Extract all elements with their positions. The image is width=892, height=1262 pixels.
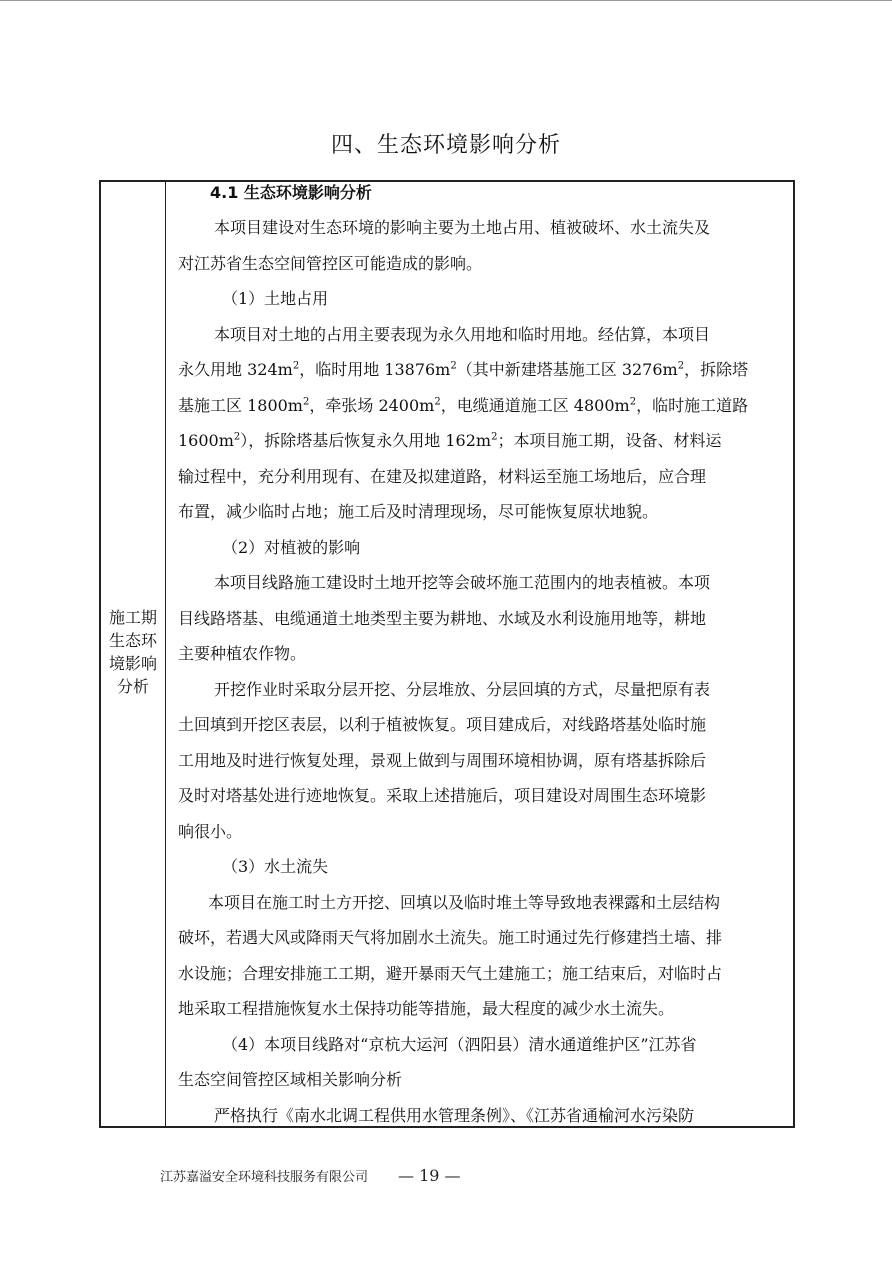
text-line: 本项目线路施工建设时土地开挖等会破坏施工范围内的地表植被。本项: [214, 573, 711, 592]
row-label-line: 生态环: [108, 631, 157, 650]
text-line: 破坏，若遇大风或降雨天气将加剧水土流失。施工时通过先行修建挡土墙、排: [178, 928, 723, 947]
page-title: 四、生态环境影响分析: [330, 133, 561, 158]
subsection-title-vegetation: （2）对植被的影响: [222, 537, 361, 557]
content-cell: [178, 182, 778, 1133]
row-label-line: 分析: [116, 677, 149, 696]
subsection-title-canal: [178, 1027, 778, 1098]
text-line: 永久用地 $324m^2$，临时用地 $13876m^2$（其中新建塔基施工区 $3276m^2$，拆除塔: [178, 360, 749, 379]
subsection-title-soil-erosion: （3）水土流失: [222, 857, 329, 876]
text-line: 及时对塔基处进行迹地恢复。采取上述措施后，项目建设对周围生态环境影: [178, 786, 707, 805]
text-line: 基施工区 $1800m^2$，牵张场 $2400m^2$，电缆通道施工区 $4800m^2$，临时施工道路: [178, 395, 749, 415]
vegetation-paragraph-2: [178, 672, 778, 850]
top-rule: [0, 0, 892, 1]
row-label-line: 境影响: [108, 654, 157, 673]
text-line: 水设施；合理安排施工工期，避开暴雨天气土建施工；施工结束后，对临时占: [178, 963, 723, 983]
text-line: 输过程中，充分利用现有、在建及拟建道路，材料运至施工场地后，应合理: [178, 466, 707, 486]
footer-company: 江苏嘉溢安全环境科技服务有限公司: [160, 1170, 369, 1185]
column-divider: [165, 180, 166, 1126]
row-label: [101, 606, 165, 698]
text-line: $1600m^2$），拆除塔基后恢复永久用地 $162m^2$；本项目施工期，设备、材料运: [178, 431, 722, 450]
text-line: 土回填到开挖区表层，以利于植被恢复。项目建成后，对线路塔基处临时施: [178, 715, 707, 734]
vegetation-paragraph-1: [178, 565, 778, 672]
text-line: 主要种植农作物。: [178, 644, 307, 663]
soil-erosion-paragraph: [178, 885, 778, 1027]
land-use-paragraph: [178, 317, 778, 530]
text-line: 本项目对土地的占用主要表现为永久用地和临时用地。经估算，本项目: [214, 324, 711, 344]
text-line: 地采取工程措施恢复水土保持功能等措施，最大程度的减少水土流失。: [178, 999, 675, 1018]
text-line: （4）本项目线路对“京杭大运河（泗阳县）清水通道维护区”江苏省: [222, 1034, 697, 1054]
text-line: 本项目在施工时土方开挖、回填以及临时堆土等导致地表裸露和土层结构: [208, 892, 721, 912]
text-line: 对江苏省生态空间管控区可能造成的影响。: [178, 253, 483, 273]
text-line: 目线路塔基、电缆通道土地类型主要为耕地、水域及水利设施用地等，耕地: [178, 608, 707, 628]
text-line: 开挖作业时采取分层开挖、分层堆放、分层回填的方式，尽量把原有表: [214, 679, 711, 699]
text-line: 布置，减少临时占地；施工后及时清理现场，尽可能恢复原状地貌。: [178, 502, 659, 521]
page-number: — 19 —: [398, 1166, 461, 1185]
text-line: 工用地及时进行恢复处理，景观上做到与周围环境相协调，原有塔基拆除后: [178, 750, 707, 770]
subsection-title-land-use: （1）土地占用: [222, 289, 329, 308]
row-label-line: 施工期: [108, 608, 157, 627]
text-line: 本项目建设对生态环境的影响主要为土地占用、植被破坏、水土流失及: [214, 218, 711, 237]
intro-paragraph: [178, 210, 778, 281]
canal-paragraph: [178, 1098, 778, 1134]
section-heading: 4.1 生态环境影响分析: [210, 183, 372, 202]
text-line: 生态空间管控区域相关影响分析: [178, 1070, 403, 1089]
text-line: 严格执行《南水北调工程供用水管理条例》、《江苏省通榆河水污染防: [214, 1105, 695, 1125]
text-line: 响很小。: [178, 821, 243, 841]
